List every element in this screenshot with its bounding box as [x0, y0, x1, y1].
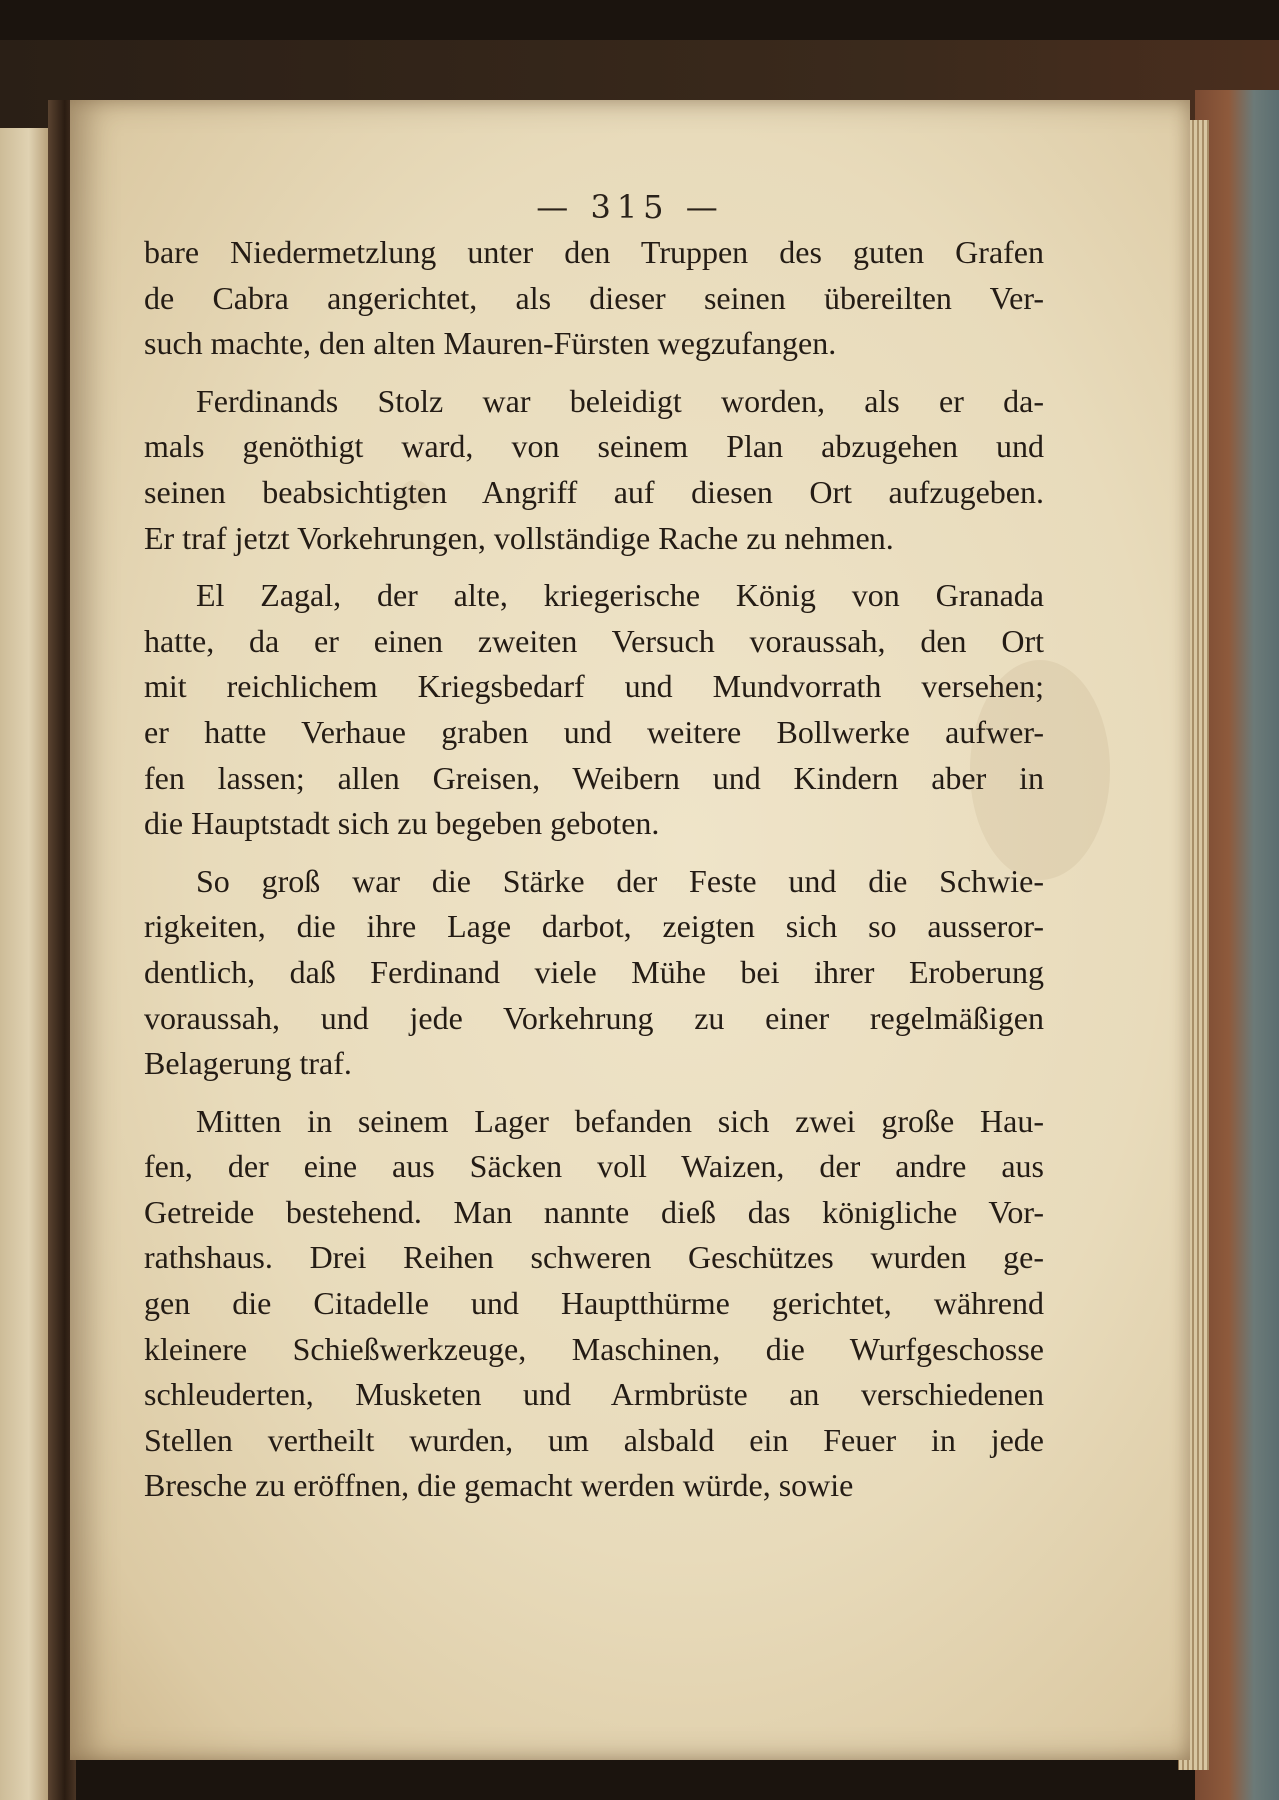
text-line: fen lassen; allen Greisen, Weibern und Kindern aber in	[144, 759, 1044, 796]
text-line: Stellen vertheilt wurden, um alsbald ein Feuer in jede	[144, 1421, 1044, 1458]
text-line: Belagerung traf.	[144, 1045, 352, 1082]
text-line: gen die Citadelle und Hauptthürme gerichtet, während	[144, 1285, 1044, 1322]
book-page	[70, 100, 1190, 1760]
text-line: schleuderten, Musketen und Armbrüste an verschiedenen	[144, 1376, 1044, 1413]
text-line: er hatte Verhaue graben und weitere Bollwerke aufwer-	[144, 713, 1044, 750]
paragraph	[144, 230, 1044, 367]
text-line: Ferdinands Stolz war beleidigt worden, als er da-	[196, 382, 1044, 419]
text-line: such machte, den alten Mauren-Fürsten wegzufangen.	[144, 325, 837, 362]
page-number: — 315 —	[536, 188, 724, 226]
text-line: mit reichlichem Kriegsbedarf und Mundvorrath versehen;	[144, 668, 1044, 705]
text-line: Er traf jetzt Vorkehrungen, vollständige Rache zu nehmen.	[144, 519, 894, 556]
text-line: seinen beabsichtigten Angriff auf diesen Ort aufzugeben.	[144, 473, 1044, 510]
text-line: El Zagal, der alte, kriegerische König von Granada	[196, 577, 1044, 614]
paragraph-gap	[144, 367, 1044, 379]
previous-page-edge	[0, 128, 50, 1800]
text-line: Bresche zu eröffnen, die gemacht werden würde, sowie	[144, 1467, 854, 1504]
paragraph	[144, 859, 1044, 1087]
paragraph-gap	[144, 1087, 1044, 1099]
text-line: Mitten in seinem Lager befanden sich zwei große Hau-	[196, 1102, 1044, 1139]
text-line: fen, der eine aus Säcken voll Waizen, der andre aus	[144, 1148, 1044, 1185]
paragraph	[144, 379, 1044, 561]
paragraph	[144, 573, 1044, 847]
text-line: de Cabra angerichtet, als dieser seinen übereilten Ver-	[144, 279, 1044, 316]
text-line: bare Niedermetzlung unter den Truppen des guten Grafen	[144, 234, 1044, 270]
paragraph	[144, 1099, 1044, 1509]
text-line: mals genöthigt ward, von seinem Plan abzugehen und	[144, 428, 1044, 465]
text-line: So groß war die Stärke der Feste und die Schwie-	[196, 862, 1044, 899]
paragraph-gap	[144, 561, 1044, 573]
text-line: die Hauptstadt sich zu begeben geboten.	[144, 805, 660, 842]
paragraph-gap	[144, 847, 1044, 859]
text-line: rathshaus. Drei Reihen schweren Geschützes wurden ge-	[144, 1239, 1044, 1276]
text-line: rigkeiten, die ihre Lage darbot, zeigten sich so ausseror-	[144, 908, 1044, 945]
text-line: dentlich, daß Ferdinand viele Mühe bei ihrer Eroberung	[144, 953, 1044, 990]
body-text	[144, 230, 1044, 1509]
text-line: Getreide bestehend. Man nannte dieß das königliche Vor-	[144, 1193, 1044, 1230]
text-line: voraussah, und jede Vorkehrung zu einer regelmäßigen	[144, 999, 1044, 1036]
text-line: kleinere Schießwerkzeuge, Maschinen, die Wurfgeschosse	[144, 1330, 1044, 1367]
text-line: hatte, da er einen zweiten Versuch voraussah, den Ort	[144, 622, 1044, 659]
